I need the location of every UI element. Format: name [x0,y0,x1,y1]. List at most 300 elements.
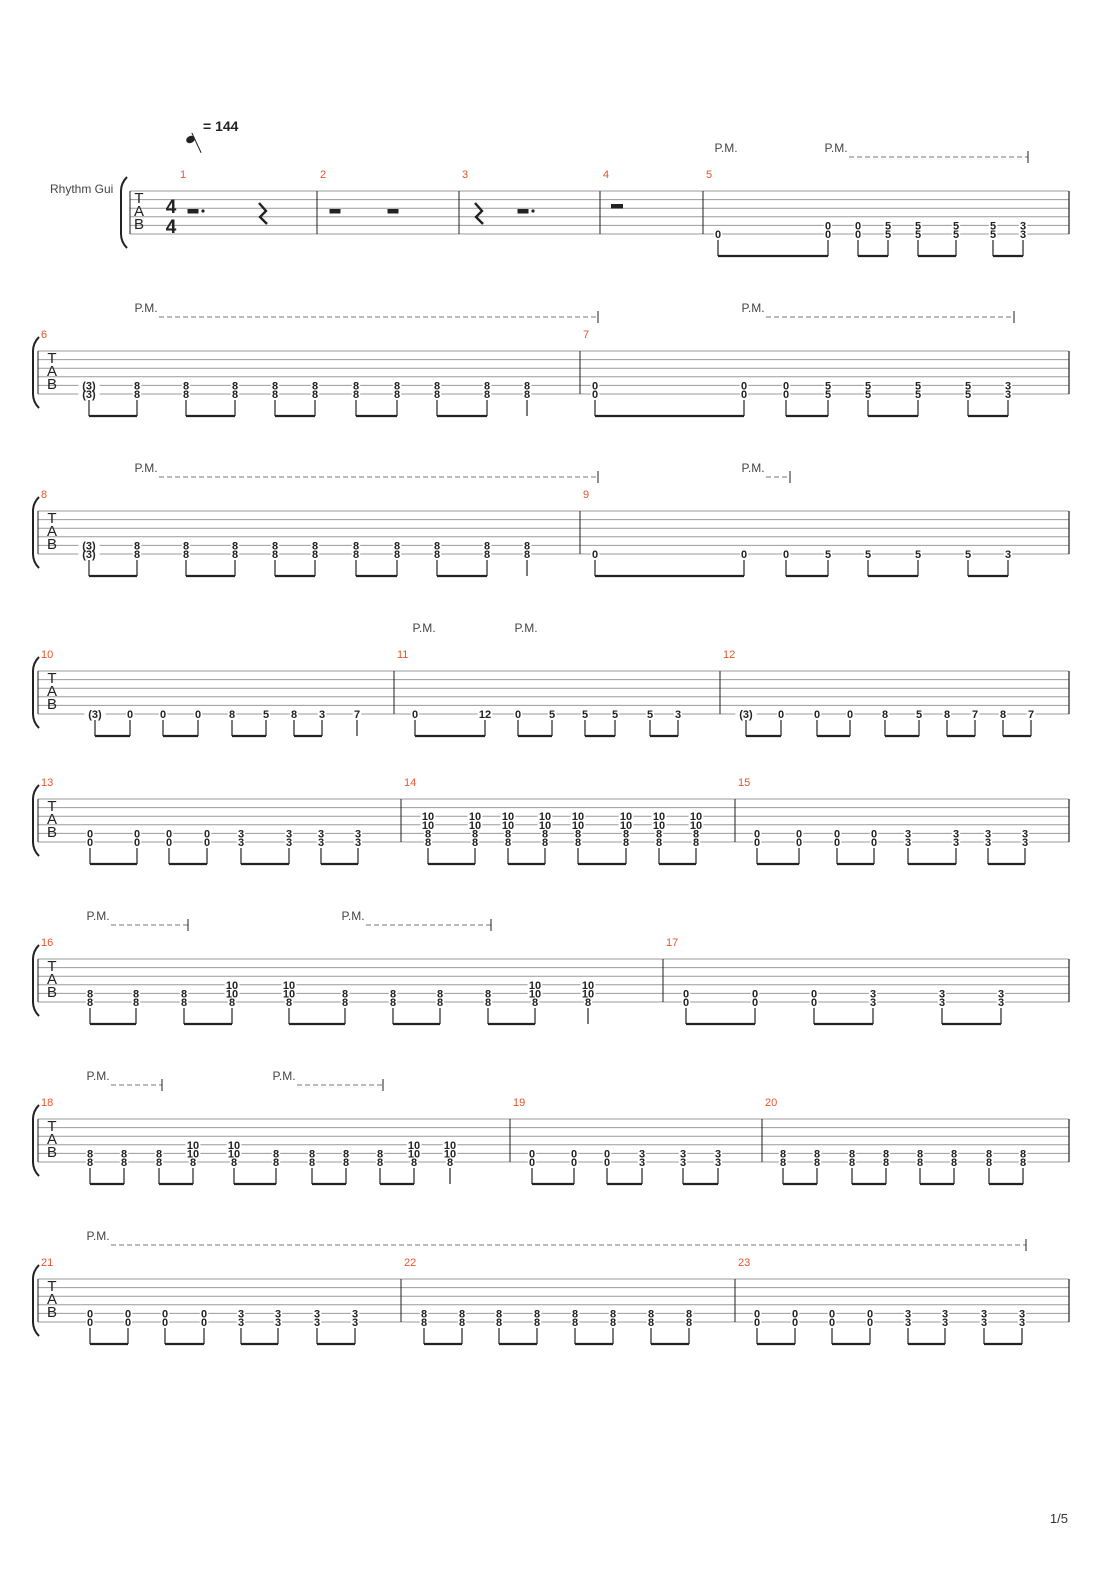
fret-number: 0 [866,1308,874,1321]
fret-number: 0 [795,837,803,849]
measure-number: 1 [180,169,187,181]
fret-number: 8 [389,988,397,1001]
fret-number: 8 [484,988,492,1001]
fret-number: 8 [182,540,190,553]
fret-number: 8 [609,1308,617,1321]
fret-number: 5 [824,380,832,393]
fret-number: 0 [753,837,761,849]
palm-mute-label: P.M. [272,1069,296,1083]
fret-number: 10 [501,811,515,824]
fret-number: 8 [495,1308,503,1321]
fret-number: 8 [180,997,188,1009]
fret-number: 8 [484,997,492,1009]
tab-clef-letter: T [134,190,144,207]
tab-clef-letter: B [46,824,58,841]
fret-number: 0 [777,709,785,721]
quarter-rest-icon [475,203,483,224]
palm-mute-label: P.M. [514,621,538,635]
measure-number: 16 [41,937,54,949]
fret-number: 10 [619,811,633,824]
fret-number: 8 [483,549,491,561]
fret-number: 10 [501,819,515,832]
fret-number: 3 [938,997,946,1009]
fret-number: 8 [574,828,582,841]
tab-clef-letter: B [46,376,58,393]
tab-clef-letter: B [46,536,58,553]
fret-number: 0 [828,1308,836,1321]
fret-number: 3 [313,1317,321,1329]
fret-number: 3 [285,837,293,849]
fret-number: 8 [231,549,239,561]
fret-number: 5 [952,220,960,233]
fret-number: 3 [674,709,682,721]
fret-number: 0 [514,709,522,721]
fret-number: 3 [904,837,912,849]
fret-number: 3 [869,988,877,1001]
fret-number: 8 [424,837,432,849]
fret-number: 5 [864,549,872,561]
fret-number: 8 [436,997,444,1009]
rest-dot-icon [201,209,204,212]
fret-number: 5 [646,709,654,721]
fret-number: 8 [424,828,432,841]
fret-number: 10 [407,1148,421,1161]
fret-number: 8 [523,380,531,393]
fret-number: 0 [740,549,748,561]
measure-number: 2 [320,169,327,181]
fret-number: 10 [186,1139,200,1152]
fret-number: 3 [274,1308,282,1321]
fret-number: 10 [282,988,296,1001]
fret-number: 8 [813,1148,821,1161]
fret-number: 8 [133,540,141,553]
fret-number: 8 [228,709,236,721]
fret-number: 0 [126,709,134,721]
fret-number: 0 [86,1317,94,1329]
half-rest-icon [388,209,399,214]
fret-number: 3 [1004,380,1012,393]
fret-number: 8 [133,380,141,393]
fret-number: 0 [86,828,94,841]
fret-number: 8 [523,389,531,401]
fret-number: 0 [161,1317,169,1329]
fret-number: 8 [420,1308,428,1321]
fret-number: 8 [1019,1148,1027,1161]
fret-number: 7 [971,709,979,721]
measure-number: 15 [738,777,751,789]
fret-number: 10 [227,1148,241,1161]
fret-number: 8 [622,828,630,841]
fret-number: 0 [824,229,832,241]
fret-number: 8 [881,709,889,721]
fret-number: 8 [311,389,319,401]
fret-number: 8 [458,1308,466,1321]
tab-clef-letter: A [133,203,145,220]
fret-number: 0 [782,389,790,401]
fret-number: 8 [231,380,239,393]
fret-number: 10 [619,819,633,832]
measure-number: 21 [41,1257,54,1269]
fret-number: 5 [964,380,972,393]
tab-clef-letter: A [46,1131,58,1148]
fret-number: 3 [1021,837,1029,849]
tempo-value: = 144 [203,118,239,134]
palm-mute-label: P.M. [741,301,765,315]
palm-mute-label: P.M. [741,461,765,475]
fret-number: 8 [446,1157,454,1169]
fret-number: 5 [914,389,922,401]
fret-number: 0 [161,1308,169,1321]
fret-number: 10 [538,811,552,824]
fret-number: 8 [779,1157,787,1169]
fret-number: 8 [189,1157,197,1169]
fret-number: 8 [436,988,444,1001]
fret-number: 8 [342,1148,350,1161]
fret-number: 0 [833,837,841,849]
fret-number: 8 [813,1157,821,1169]
fret-number: 8 [523,549,531,561]
fret-number: 10 [468,819,482,832]
fret-number: 0 [833,828,841,841]
measure-number: 8 [41,489,48,501]
fret-number: 0 [200,1308,208,1321]
fret-number: 8 [393,540,401,553]
fret-number: 8 [271,549,279,561]
fret-number: 8 [290,709,298,721]
fret-number: 5 [914,229,922,241]
fret-number: 8 [376,1148,384,1161]
fret-number: 5 [581,709,589,721]
fret-number: 3 [318,709,326,721]
fret-number: 8 [433,540,441,553]
tab-clef-letter: A [46,363,58,380]
fret-number: 8 [655,828,663,841]
track-name: Rhythm Gui [50,182,114,196]
fret-number: 0 [753,1308,761,1321]
fret-number: 5 [611,709,619,721]
fret-number: 10 [421,811,435,824]
fret-number: 10 [571,811,585,824]
tab-staff-system [33,1079,1069,1184]
fret-number: 3 [980,1317,988,1329]
fret-number: 8 [271,540,279,553]
fret-number: 3 [941,1317,949,1329]
fret-number: 3 [237,828,245,841]
fret-number: 10 [443,1148,457,1161]
fret-number: 0 [870,837,878,849]
fret-number: 3 [317,828,325,841]
fret-number: 3 [313,1308,321,1321]
fret-number: 5 [964,549,972,561]
fret-number: 8 [471,837,479,849]
measure-number: 14 [404,777,417,789]
fret-number: 3 [354,837,362,849]
fret-number: 0 [854,220,862,233]
fret-number: 5 [989,220,997,233]
tab-clef-letter: T [47,1278,57,1295]
fret-number: 5 [914,549,922,561]
fret-number: 0 [591,549,599,561]
fret-number: 0 [570,1157,578,1169]
measure-number: 20 [765,1097,778,1109]
fret-number: 3 [1018,1308,1026,1321]
fret-number: 8 [182,549,190,561]
palm-mute-label: P.M. [134,461,158,475]
fret-number: 3 [274,1317,282,1329]
fret-number: 8 [541,828,549,841]
fret-number: 0 [528,1148,536,1161]
fret-number: 8 [533,1317,541,1329]
fret-number: 8 [155,1157,163,1169]
palm-mute-label: P.M. [341,909,365,923]
fret-number: 8 [231,389,239,401]
fret-number: 0 [194,709,202,721]
fret-number: 8 [495,1317,503,1329]
time-signature-bottom: 4 [165,217,177,238]
palm-mute-label: P.M. [714,141,738,155]
fret-number: 3 [984,837,992,849]
fret-number: 0 [591,380,599,393]
palm-mute-label: P.M. [412,621,436,635]
fret-number: 8 [692,828,700,841]
fret-number: 3 [952,828,960,841]
fret-number: 8 [504,837,512,849]
fret-number: 8 [571,1308,579,1321]
fret-number: 10 [571,819,585,832]
fret-number: 8 [571,1317,579,1329]
fret-number: 3 [984,828,992,841]
measure-number: 6 [41,329,48,341]
fret-number: 10 [225,979,239,992]
tab-clef-letter: B [46,1144,58,1161]
fret-number: 8 [182,389,190,401]
fret-number: 3 [904,1308,912,1321]
fret-number: 5 [915,709,923,721]
fret-number: 8 [882,1148,890,1161]
measure-number: 19 [513,1097,526,1109]
fret-number: 3 [237,837,245,849]
rest-dot-icon [531,209,534,212]
fret-number: 3 [237,1308,245,1321]
fret-number: 0 [570,1148,578,1161]
fret-number: 0 [753,1317,761,1329]
fret-number: 8 [352,380,360,393]
fret-number: 0 [810,997,818,1009]
fret-number: 3 [237,1317,245,1329]
fret-number: 10 [652,811,666,824]
fret-number: 5 [548,709,556,721]
tab-clef-letter: T [47,350,57,367]
fret-number: 10 [652,819,666,832]
fret-number: 8 [308,1148,316,1161]
fret-number: 0 [528,1157,536,1169]
fret-number: 8 [848,1157,856,1169]
fret-number: 0 [828,1317,836,1329]
fret-number: 0 [753,828,761,841]
fret-number: 3 [679,1148,687,1161]
fret-number: 8 [916,1148,924,1161]
measure-number: 23 [738,1257,751,1269]
fret-number: 7 [1027,709,1035,721]
fret-number: 3 [938,988,946,1001]
fret-number: 8 [352,540,360,553]
dotted-half-rest-icon [518,209,529,214]
fret-number: 5 [884,229,892,241]
fret-number: 0 [203,837,211,849]
fret-number: 8 [458,1317,466,1329]
measure-number: 18 [41,1097,54,1109]
measure-number: 10 [41,649,54,661]
fret-number: 3 [638,1148,646,1161]
fret-number: 8 [779,1148,787,1161]
fret-number: 8 [182,380,190,393]
measure-number: 5 [706,169,713,181]
fret-number: 8 [86,1148,94,1161]
fret-number: 8 [341,997,349,1009]
fret-number: 8 [352,549,360,561]
fret-number: 5 [824,389,832,401]
fret-number: 3 [317,837,325,849]
fret-number: 8 [86,988,94,1001]
fret-number: 8 [531,997,539,1009]
fret-number: 8 [311,549,319,561]
fret-number: 8 [622,837,630,849]
tab-clef-letter: A [46,1291,58,1308]
fret-number: 3 [351,1317,359,1329]
fret-number: 3 [638,1157,646,1169]
fret-number: 0 [133,837,141,849]
fret-number: 8 [389,997,397,1009]
fret-number: 10 [528,988,542,1001]
measure-number: 4 [603,169,610,181]
tab-staff-system [33,919,1069,1024]
fret-number: 0 [870,828,878,841]
fret-number: 3 [997,988,1005,1001]
fret-number: 5 [964,389,972,401]
fret-number: 8 [272,1157,280,1169]
fret-number: 8 [985,1148,993,1161]
fret-number: 3 [714,1157,722,1169]
measure-number: 12 [723,649,736,661]
fret-number: 0 [791,1308,799,1321]
tab-clef-letter: A [46,683,58,700]
fret-number: 7 [353,709,361,721]
measure-number: 11 [397,649,409,661]
fret-number: 8 [647,1308,655,1321]
fret-number: 8 [272,1148,280,1161]
fret-number: 8 [231,540,239,553]
fret-number: 8 [533,1308,541,1321]
fret-number: 8 [393,549,401,561]
whole-rest-icon [611,204,623,209]
measure-number: 22 [404,1257,417,1269]
fret-number: 3 [1004,549,1012,561]
fret-number: 8 [584,997,592,1009]
fret-number: 0 [682,997,690,1009]
fret-number: 3 [904,828,912,841]
fret-number: 10 [581,979,595,992]
fret-number: (3) [82,389,96,401]
fret-number: 10 [538,819,552,832]
fret-number: 3 [1019,229,1027,241]
tab-clef-letter: A [46,811,58,828]
fret-number: 0 [133,828,141,841]
fret-number: 0 [782,549,790,561]
fret-number: 0 [782,380,790,393]
fret-number: (3) [82,380,96,393]
fret-number: 8 [311,540,319,553]
fret-number: 8 [352,389,360,401]
fret-number: 8 [483,380,491,393]
fret-number: 8 [228,997,236,1009]
fret-number: 3 [997,997,1005,1009]
fret-number: 8 [609,1317,617,1329]
fret-number: 10 [225,988,239,1001]
fret-number: (3) [82,549,96,561]
fret-number: 8 [120,1157,128,1169]
fret-number: 8 [848,1148,856,1161]
fret-number: 0 [682,988,690,1001]
fret-number: 8 [311,380,319,393]
tab-staff-system [121,151,1069,256]
fret-number: (3) [739,709,753,721]
fret-number: 8 [285,997,293,1009]
fret-number: 10 [421,819,435,832]
fret-number: 3 [941,1308,949,1321]
fret-number: 5 [824,549,832,561]
fret-number: 5 [884,220,892,233]
measure-number: 7 [583,329,590,341]
tab-clef-letter: B [46,696,58,713]
tab-clef-letter: T [47,958,57,975]
fret-number: 8 [950,1148,958,1161]
fret-number: 0 [603,1157,611,1169]
fret-number: 12 [478,709,492,721]
fret-number: 8 [410,1157,418,1169]
fret-number: 8 [916,1157,924,1169]
fret-number: 8 [882,1157,890,1169]
fret-number: 8 [420,1317,428,1329]
page-number: 1/5 [1049,1511,1068,1526]
tab-clef-letter: A [46,523,58,540]
fret-number: 5 [864,389,872,401]
fret-number: 0 [714,229,722,241]
tab-clef-letter: B [46,1304,58,1321]
fret-number: 0 [751,997,759,1009]
measure-number: 13 [41,777,54,789]
fret-number: 3 [679,1157,687,1169]
fret-number: 5 [864,380,872,393]
fret-number: 10 [282,979,296,992]
fret-number: 3 [904,1317,912,1329]
fret-number: 8 [155,1148,163,1161]
fret-number: 0 [203,828,211,841]
fret-number: 0 [854,229,862,241]
fret-number: 3 [354,828,362,841]
fret-number: 10 [689,819,703,832]
fret-number: 8 [341,988,349,1001]
palm-mute-label: P.M. [86,909,110,923]
fret-number: 0 [795,828,803,841]
fret-number: 8 [132,988,140,1001]
fret-number: 3 [1021,828,1029,841]
tab-clef-letter: T [47,1118,57,1135]
fret-number: 0 [866,1317,874,1329]
system-bracket [121,177,127,248]
fret-number: 8 [950,1157,958,1169]
dotted-half-rest-icon [188,209,199,214]
fret-number: 0 [813,709,821,721]
